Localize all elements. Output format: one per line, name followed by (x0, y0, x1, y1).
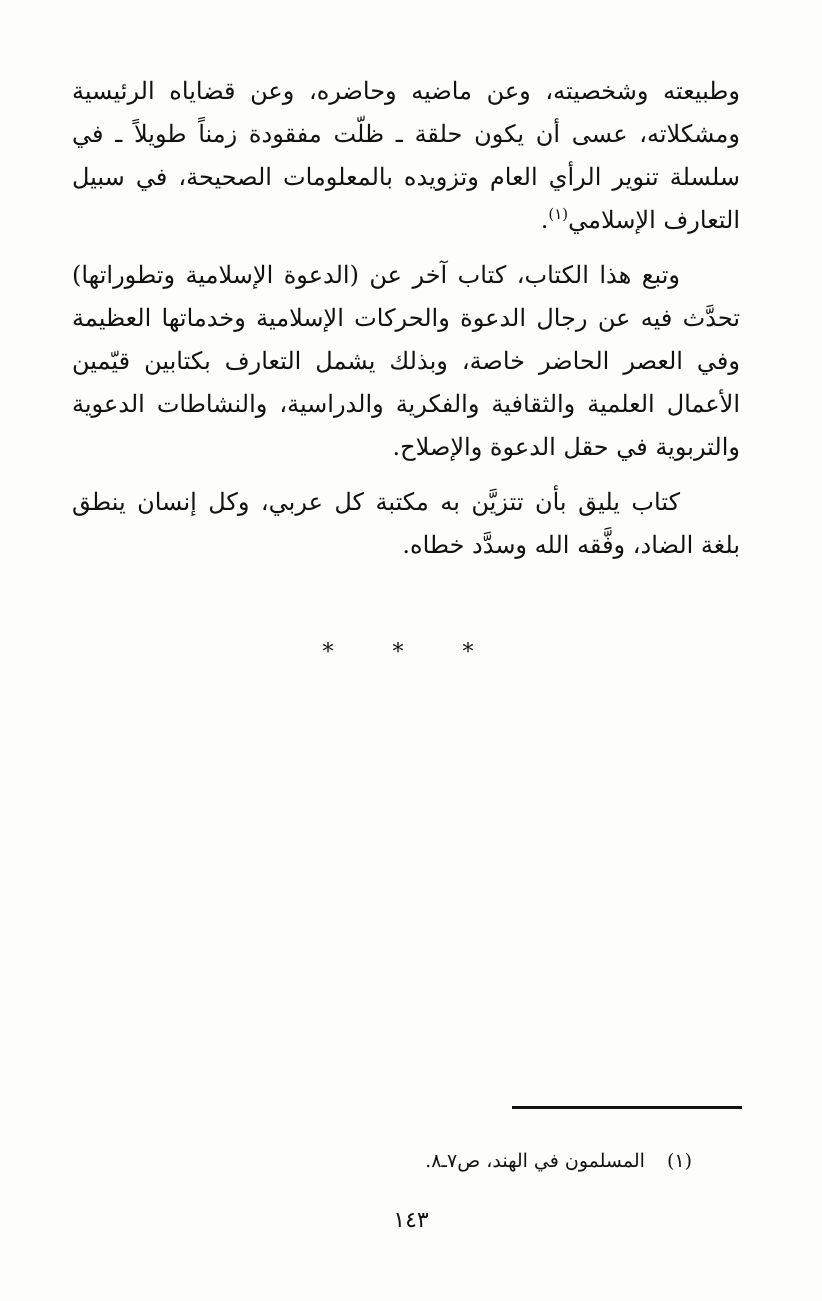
footnote (72, 1144, 692, 1178)
footnote-text: المسلمون في الهند، ص٧ـ٨. (425, 1150, 645, 1172)
paragraph-text: وطبيعته وشخصيته، وعن ماضيه وحاضره، وعن قضاياه الرئيسية ومشكلاته، عسى أن يكون حلقة ـ ظلّت مفقودة زمناً طويلاً ـ في سلسلة تنوير الرأي العام وتزويده بالمعلومات الصحيحة، في سبيل التعارف الإسلامي (72, 77, 740, 234)
paragraph-end: . (540, 206, 549, 234)
paragraph (72, 70, 740, 242)
section-separator: * * * (322, 640, 500, 665)
footnote-marker: (١) (666, 1150, 692, 1172)
footnote-divider (512, 1106, 742, 1109)
paragraph: كتاب يليق بأن تتزيَّن به مكتبة كل عربي، وكل إنسان ينطق بلغة الضاد، وفَّقه الله وسدَّد خطاه. (72, 488, 740, 559)
main-text (72, 70, 740, 579)
footnote-reference[interactable]: (١) (548, 205, 569, 223)
page-number: ١٤٣ (393, 1208, 429, 1233)
paragraph: وتبع هذا الكتاب، كتاب آخر عن (الدعوة الإسلامية وتطوراتها) تحدَّث فيه عن رجال الدعوة والحركات الإسلامية وخدماتها العظيمة وفي العصر الحاضر خاصة، وبذلك يشمل التعارف بكتابين قيّمين الأعمال العلمية والثقافية والفكرية والدراسية، والنشاطات الدعوية والتربوية في حقل الدعوة والإصلاح. (72, 261, 740, 461)
